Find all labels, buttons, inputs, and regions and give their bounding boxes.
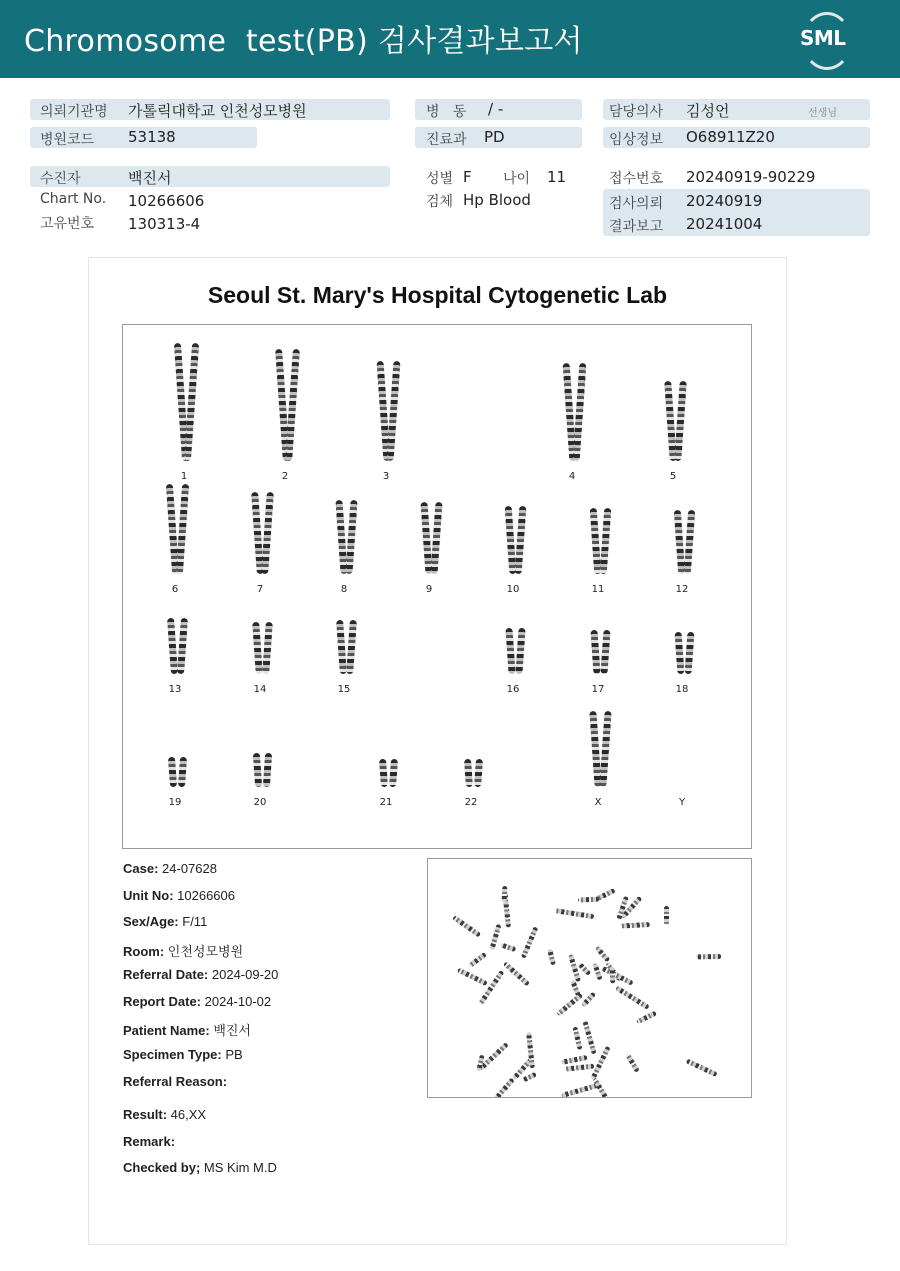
report-value: 20241004 [686,215,763,233]
metaphase-chromosome [578,897,599,903]
clinical-label: 임상정보 [609,132,664,148]
case-field-label: Referral Reason: [123,1074,228,1089]
chromosome-label: 6 [171,584,179,595]
case-field-value: 10266606 [173,888,235,903]
chromosome-label: 13 [168,684,182,695]
chromosome-label: 9 [425,584,433,595]
case-field-label: Case: [123,861,159,876]
doctor-value: 김성언 [686,102,730,120]
case-field-value: 인천성모병원 [164,944,244,959]
chromosome-label: 15 [337,684,351,695]
metaphase-chromosome [503,961,530,986]
doctor-suffix: 선생님 [808,108,837,119]
clinical-value: O68911Z20 [686,128,775,146]
chromatid [168,757,177,787]
chromosome-label: 16 [506,684,520,695]
metaphase-chromosome [595,946,611,963]
metaphase-chromosome [578,962,591,976]
report-title: Chromosome test(PB) 검사결과보고서 [24,24,583,59]
chromatid [387,361,401,461]
chromatid [184,343,199,461]
ward-label: 병 동 [426,104,467,120]
metaphase-chromosome [621,922,650,928]
metaphase-chromosome [615,985,650,1009]
chart-value: 10266606 [128,192,205,210]
chromosome-label: 20 [253,797,267,808]
metaphase-chromosome [495,1078,516,1098]
chromatid [573,363,587,461]
metaphase-chromosome [610,967,616,983]
metaphase-chromosome [564,1064,594,1072]
chromatid [684,510,695,574]
case-field-value: 2024-10-02 [201,994,272,1009]
chart-label: Chart No. [40,191,107,207]
case-field-label: Report Date: [123,994,202,1009]
specimen-value: Hp Blood [463,191,531,209]
case-field-row [123,888,235,903]
sex-label: 성별 [426,171,454,187]
metaphase-chromosome [696,954,721,959]
chromatid [176,484,189,574]
case-field-label: Referral Date: [123,967,209,982]
case-field-label: Patient Name: [123,1023,210,1038]
metaphase-chromosome [556,993,583,1017]
chromosome-label: 2 [281,471,289,482]
patient-label: 수진자 [40,171,81,187]
chromatid [515,506,527,574]
report-label: 결과보고 [609,219,664,235]
chromatid [590,630,600,674]
chromatid [675,632,685,674]
lab-title: Seoul St. Mary's Hospital Cytogenetic Lab [207,282,668,308]
chromatid [345,500,357,574]
doctor-label: 담당의사 [609,104,664,120]
metaphase-chromosome [468,952,487,968]
sml-logo [796,12,854,66]
chromosome-label: Y [678,797,686,808]
case-field-row [123,1160,277,1175]
unique-value: 130313-4 [128,215,201,233]
chromatid [262,622,273,674]
chromatid [285,349,300,461]
case-field-row [123,1047,243,1062]
chromosome-label: 1 [180,471,188,482]
case-field-row [123,994,271,1009]
hospital-code-label: 병원코드 [40,132,95,148]
metaphase-chromosome [573,1026,583,1049]
request-value: 20240919 [686,192,763,210]
case-field-label: Unit No: [123,888,174,903]
chromatid [389,759,398,787]
case-field-label: Sex/Age: [123,914,179,929]
sex-value: F [463,168,472,186]
institution-label: 의뢰기관명 [40,104,108,120]
case-field-row [123,914,207,929]
metaphase-chromosome [636,1010,657,1024]
karyogram [122,324,752,849]
case-field-row [123,967,278,982]
dept-label: 진료과 [426,132,467,148]
chromosome-label: 8 [340,584,348,595]
metaphase-chromosome [520,927,538,960]
metaphase-chromosome [583,1020,597,1055]
karyotype-sheet [88,257,787,1245]
chromosome-label: 18 [675,684,689,695]
chromatid [599,711,611,787]
patient-value: 백진서 [128,169,172,187]
case-field-row [123,861,217,876]
case-field-label: Remark: [123,1134,176,1149]
metaphase-chromosome [593,963,603,981]
chromatid [336,620,347,674]
metaphase-chromosome [685,1058,717,1077]
metaphase-chromosome [625,1053,640,1073]
institution-value: 가톨릭대학교 인천성모병원 [128,102,307,120]
metaphase-spread-image [427,858,752,1098]
case-field-row [123,1074,227,1089]
case-field-value: 2024-09-20 [208,967,279,982]
metaphase-chromosome [479,970,505,1005]
chromosome-label: 22 [464,797,478,808]
case-field-label: Room: [123,944,165,959]
case-field-row [123,1020,251,1039]
case-field-value: PB [221,1047,243,1062]
chromosome-label: X [594,797,602,808]
metaphase-chromosome [555,908,595,919]
chromatid [178,757,187,787]
chromosome-label: 12 [675,584,689,595]
chromosome-label: 21 [379,797,393,808]
chromatid [674,381,687,461]
chromatid [474,759,483,787]
metaphase-chromosome [452,915,481,938]
case-field-label: Result: [123,1107,168,1122]
metaphase-chromosome [568,954,581,982]
chromosome-label: 10 [506,584,520,595]
case-field-label: Specimen Type: [123,1047,222,1062]
chromatid [252,622,263,674]
metaphase-chromosome [561,1083,598,1098]
chromatid [167,618,178,674]
report-header [0,0,900,78]
chromosome-label: 11 [591,584,605,595]
chromosome-label: 14 [253,684,267,695]
metaphase-chromosome [458,968,489,986]
chromatid [177,618,188,674]
chromatid [261,492,274,574]
request-label: 검사의뢰 [609,196,664,212]
specimen-label: 검체 [426,194,454,210]
chromatid [346,620,357,674]
receipt-label: 접수번호 [609,171,664,187]
chromatid [253,753,262,787]
chromatid [515,628,525,674]
case-field-label: Checked by; [123,1160,201,1175]
chromosome-label: 7 [256,584,264,595]
chromosome-label: 19 [168,797,182,808]
chromatid [464,759,473,787]
chromosome-label: 3 [382,471,390,482]
metaphase-chromosome [664,906,669,924]
hospital-code-value: 53138 [128,128,176,146]
metaphase-chromosome [561,1055,587,1065]
case-field-value: F/11 [178,914,208,929]
chromatid [600,508,612,574]
chromatid [505,628,515,674]
case-field-value: MS Kim M.D [200,1160,277,1175]
case-field-row [123,1134,175,1149]
unique-label: 고유번호 [40,216,95,232]
metaphase-chromosome [580,992,595,1008]
age-value: 11 [547,168,567,186]
case-field-value: 백진서 [209,1023,251,1038]
age-label: 나이 [503,171,531,187]
case-field-value: 46,XX [167,1107,207,1122]
chromosome-label: 4 [568,471,576,482]
metaphase-chromosome [501,943,517,952]
dept-value: PD [484,128,505,146]
chromatid [379,759,388,787]
case-field-value: 24-07628 [158,861,217,876]
chromatid [430,502,442,574]
ward-value: / - [488,100,504,118]
metaphase-chromosome [501,886,507,902]
case-field-row [123,941,243,960]
patient-row [30,166,390,187]
receipt-value: 20240919-90229 [686,168,816,186]
chromosome-label: 5 [669,471,677,482]
metaphase-chromosome [522,1072,537,1083]
chromatid [263,753,272,787]
chromatid [600,630,610,674]
chromosome-label: 17 [591,684,605,695]
metaphase-chromosome [548,949,557,966]
chromatid [685,632,695,674]
case-field-row [123,1107,206,1122]
metaphase-chromosome [601,966,633,986]
logo-text: SML [800,26,846,50]
